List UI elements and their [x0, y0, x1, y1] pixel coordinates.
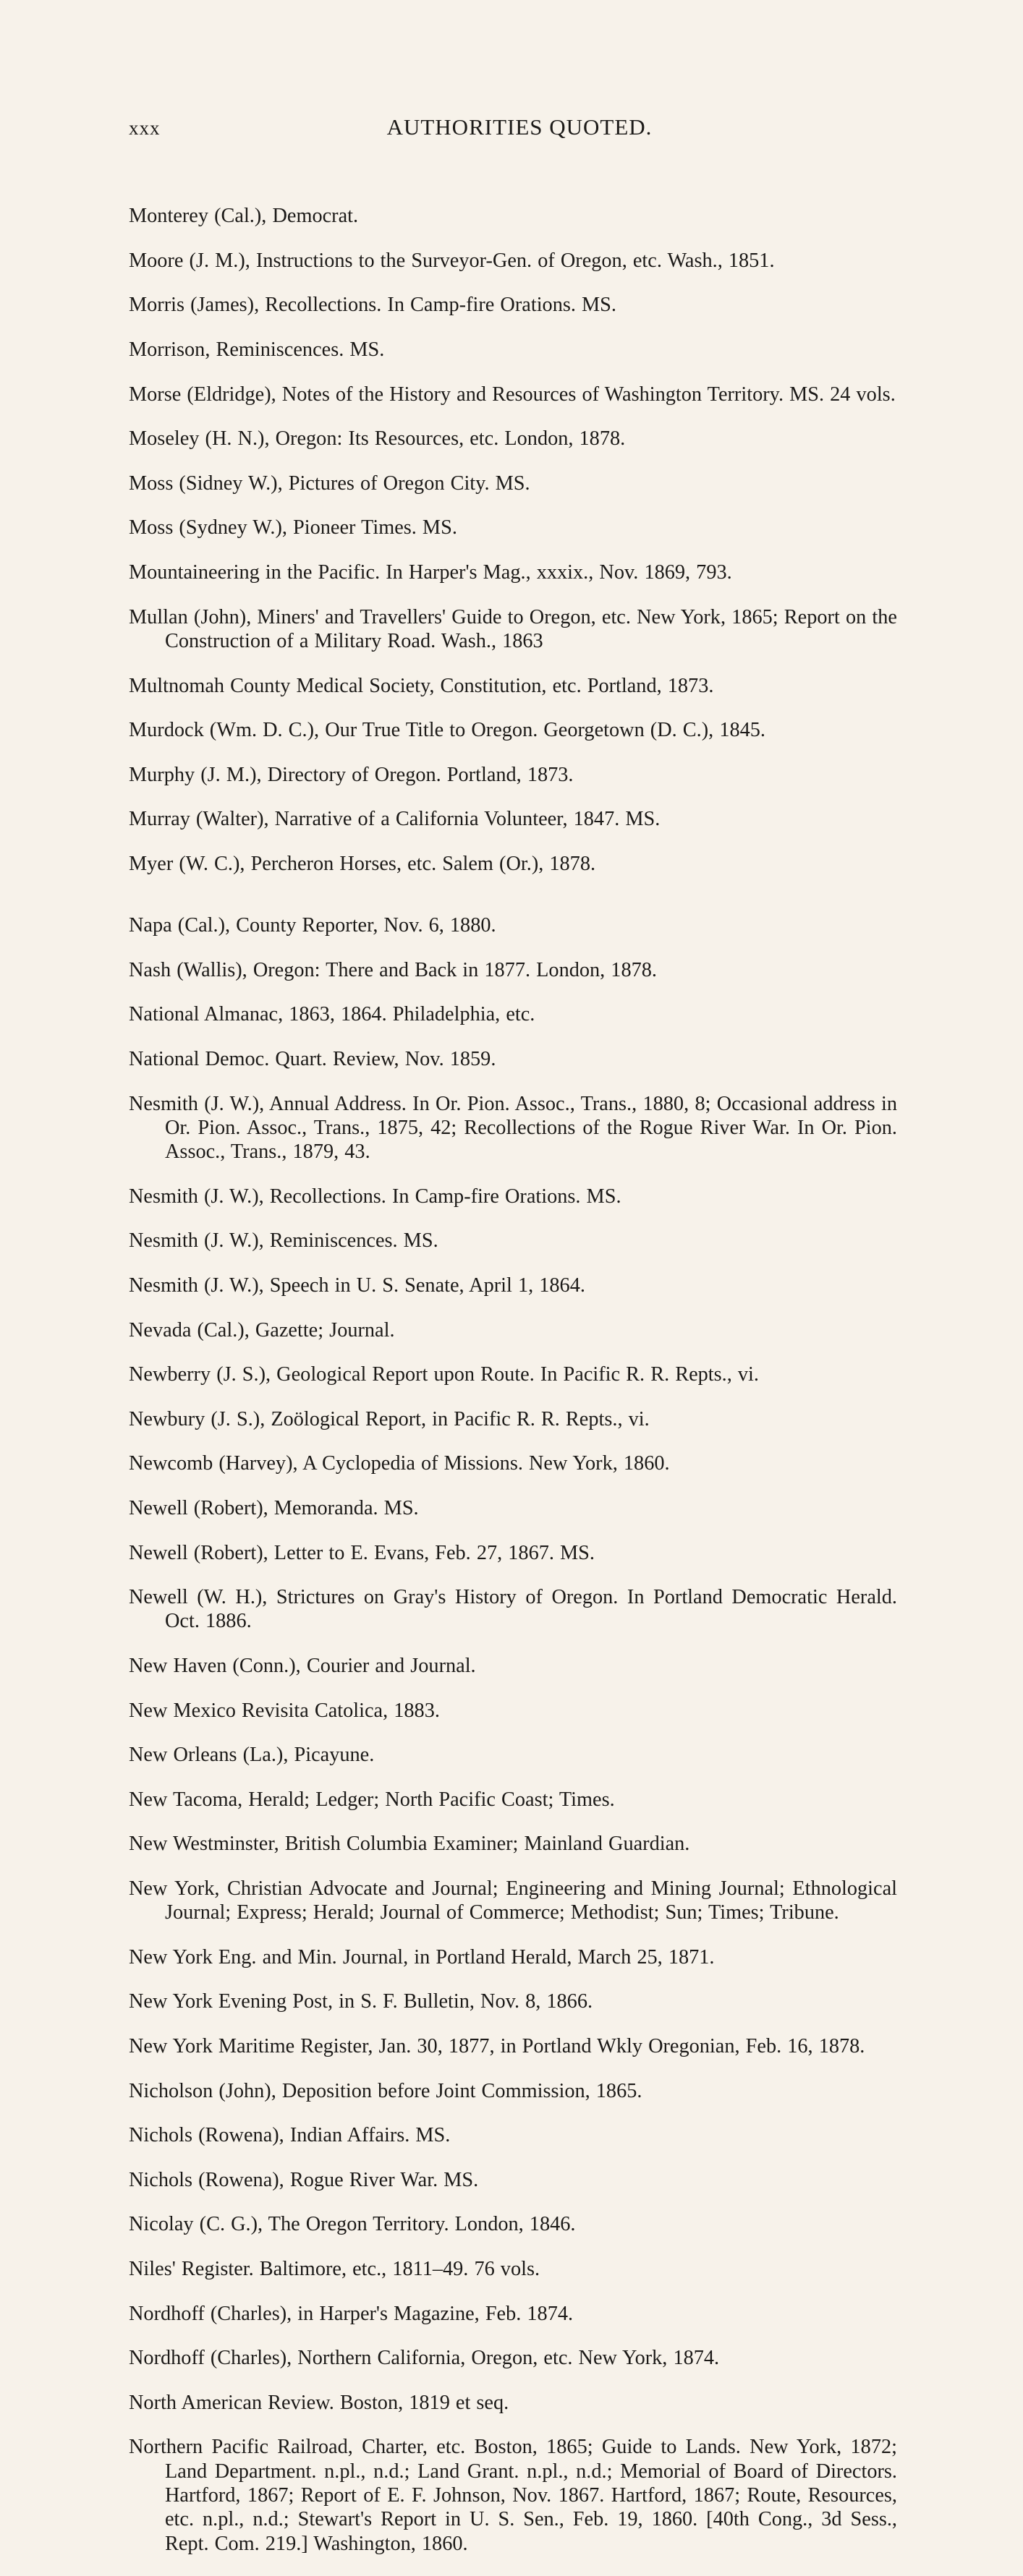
bibliography-entry: Newell (Robert), Memoranda. MS. [129, 1496, 419, 1519]
bibliography-entry: Murdock (Wm. D. C.), Our True Title to Oregon. Georgetown (D. C.), 1845. [129, 719, 765, 742]
bibliography-entry: National Democ. Quart. Review, Nov. 1859. [129, 1047, 496, 1070]
authorities-list [129, 184, 897, 2576]
section-m [129, 204, 897, 876]
bibliography-entry: Niles' Register. Baltimore, etc., 1811–49. 76 vols. [129, 2258, 540, 2281]
bibliography-entry: Mountaineering in the Pacific. In Harper's Mag., xxxix., Nov. 1869, 793. [129, 561, 732, 584]
bibliography-entry: Newcomb (Harvey), A Cyclopedia of Missions. New York, 1860. [129, 1452, 670, 1475]
running-title: AUTHORITIES QUOTED. [386, 114, 653, 140]
bibliography-entry: Northern Pacific Railroad, Charter, etc. Boston, 1865; Guide to Lands. New York, 1872; Land Department. n.pl., n.d.; Land Grant. n.pl., n.d.; Memorial of Board of Directors. Hartford, 1867; Report of E. F. Johnson, Nov. 1867. Hartford, 1867; Route, Resources, etc. n.pl., n.d.; Stewart's Report in U. S. Sen., Feb. 19, 1860. [40th Cong., 3d Sess., Rept. Com. 219.] Washington, 1860. [129, 2436, 897, 2555]
bibliography-entry: Napa (Cal.), County Reporter, Nov. 6, 1880. [129, 914, 496, 937]
bibliography-entry: Myer (W. C.), Percheron Horses, etc. Salem (Or.), 1878. [129, 852, 596, 875]
bibliography-entry: New Westminster, British Columbia Examiner; Mainland Guardian. [129, 1833, 690, 1856]
bibliography-entry: New Haven (Conn.), Courier and Journal. [129, 1655, 476, 1677]
bibliography-entry: National Almanac, 1863, 1864. Philadelphia, etc. [129, 1003, 535, 1026]
bibliography-entry: New Orleans (La.), Picayune. [129, 1744, 375, 1767]
bibliography-entry: Nordhoff (Charles), in Harper's Magazine, Feb. 1874. [129, 2302, 574, 2325]
bibliography-entry: Nesmith (J. W.), Speech in U. S. Senate, April 1, 1864. [129, 1274, 585, 1297]
bibliography-entry: Moss (Sydney W.), Pioneer Times. MS. [129, 516, 457, 539]
bibliography-entry: Mullan (John), Miners' and Travellers' Guide to Oregon, etc. New York, 1865; Report on the Construction of a Military Road. Wash., 1863 [129, 605, 897, 652]
bibliography-entry: Multnomah County Medical Society, Constitution, etc. Portland, 1873. [129, 674, 714, 697]
page-header [129, 114, 910, 143]
bibliography-entry: Nicolay (C. G.), The Oregon Territory. London, 1846. [129, 2213, 576, 2236]
bibliography-entry: Nicholson (John), Deposition before Joint Commission, 1865. [129, 2079, 642, 2102]
bibliography-entry: Nesmith (J. W.), Reminiscences. MS. [129, 1229, 438, 1253]
bibliography-entry: Morrison, Reminiscences. MS. [129, 338, 385, 362]
bibliography-entry: Murphy (J. M.), Directory of Oregon. Portland, 1873. [129, 763, 574, 786]
bibliography-entry: New York, Christian Advocate and Journal; Engineering and Mining Journal; Ethnological Journal; Express; Herald; Journal of Commerce; Methodist; Sun; Times; Tribune. [129, 1877, 897, 1924]
bibliography-entry: New York Maritime Register, Jan. 30, 1877, in Portland Wkly Oregonian, Feb. 16, 1878. [129, 2035, 865, 2058]
bibliography-entry: Morse (Eldridge), Notes of the History and Resources of Washington Territory. MS. 24 vols. [129, 383, 896, 406]
page-number: xxx [129, 117, 161, 139]
bibliography-entry: Newell (Robert), Letter to E. Evans, Feb. 27, 1867. MS. [129, 1541, 595, 1564]
bibliography-entry: Nevada (Cal.), Gazette; Journal. [129, 1318, 395, 1342]
section-n [129, 913, 897, 2556]
bibliography-entry: Nesmith (J. W.), Annual Address. In Or. Pion. Assoc., Trans., 1880, 8; Occasional address in Or. Pion. Assoc., Trans., 1875, 42; Recollections of the Rogue River War. In Or. Pion. Assoc., Trans., 1879, 43. [129, 1092, 897, 1164]
bibliography-entry: New York Evening Post, in S. F. Bulletin, Nov. 8, 1866. [129, 1990, 593, 2013]
bibliography-entry: Morris (James), Recollections. In Camp-fire Orations. MS. [129, 294, 616, 317]
bibliography-entry: Murray (Walter), Narrative of a California Volunteer, 1847. MS. [129, 808, 661, 831]
bibliography-entry: Moss (Sidney W.), Pictures of Oregon City. MS. [129, 472, 530, 495]
bibliography-entry: Nichols (Rowena), Rogue River War. MS. [129, 2168, 479, 2191]
bibliography-entry: Moseley (H. N.), Oregon: Its Resources, etc. London, 1878. [129, 427, 626, 451]
bibliography-entry: Monterey (Cal.), Democrat. [129, 205, 359, 228]
bibliography-entry: New Mexico Revisita Catolica, 1883. [129, 1699, 440, 1722]
bibliography-entry: New Tacoma, Herald; Ledger; North Pacific Coast; Times. [129, 1788, 615, 1811]
bibliography-entry: Nash (Wallis), Oregon: There and Back in 1877. London, 1878. [129, 958, 657, 981]
bibliography-entry: Nichols (Rowena), Indian Affairs. MS. [129, 2124, 451, 2147]
bibliography-entry: Moore (J. M.), Instructions to the Surveyor-Gen. of Oregon, etc. Wash., 1851. [129, 249, 775, 272]
bibliography-entry: Nordhoff (Charles), Northern California, Oregon, etc. New York, 1874. [129, 2347, 720, 2370]
bibliography-entry: Newbury (J. S.), Zoölogical Report, in Pacific R. R. Repts., vi. [129, 1407, 650, 1430]
bibliography-entry: North American Review. Boston, 1819 et seq. [129, 2391, 509, 2414]
bibliography-entry: Newberry (J. S.), Geological Report upon Route. In Pacific R. R. Repts., vi. [129, 1363, 759, 1386]
bibliography-entry: Newell (W. H.), Strictures on Gray's History of Oregon. In Portland Democratic Herald. Oct. 1886. [129, 1586, 897, 1633]
bibliography-entry: New York Eng. and Min. Journal, in Portland Herald, March 25, 1871. [129, 1945, 715, 1969]
bibliography-entry: Nesmith (J. W.), Recollections. In Camp-fire Orations. MS. [129, 1185, 621, 1208]
